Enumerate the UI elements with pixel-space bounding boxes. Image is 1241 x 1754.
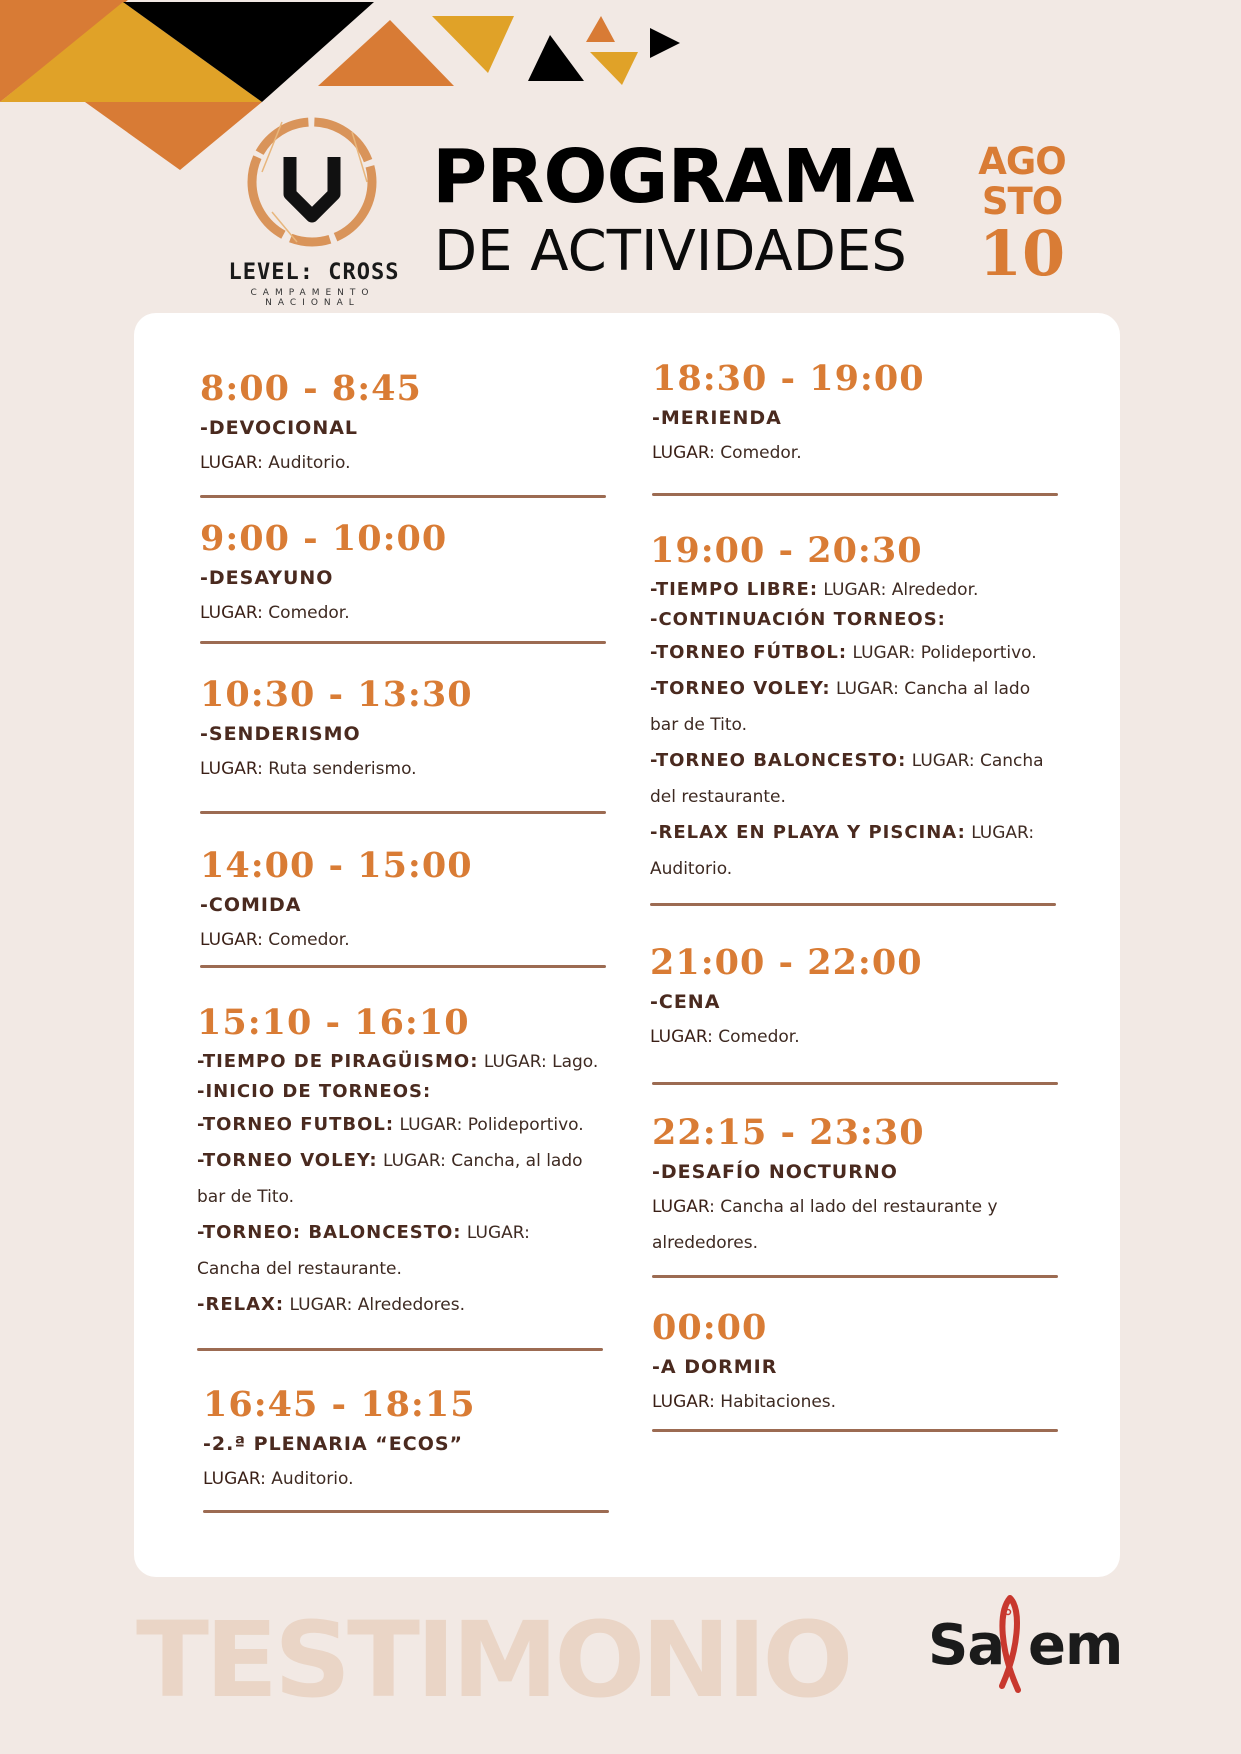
place-label: LUGAR: <box>652 1392 715 1412</box>
line-title: -TORNEO VOLEY: <box>650 678 831 699</box>
line-title: -RELAX EN PLAYA Y PISCINA: <box>650 822 966 843</box>
divider <box>197 1348 603 1351</box>
date-day: 10 <box>978 217 1066 290</box>
entry-line <box>650 743 1090 779</box>
place-label: LUGAR: <box>200 453 263 473</box>
line-text: LUGAR: <box>971 823 1035 843</box>
v-circle-logo-icon <box>242 112 382 252</box>
place-value: Cancha al lado del restaurante y <box>720 1197 998 1217</box>
entry-line <box>650 707 1090 743</box>
divider <box>652 1275 1058 1278</box>
entry-time: 19:00 - 20:30 <box>650 530 923 571</box>
entry-place <box>650 1025 1070 1049</box>
schedule-entry <box>650 943 1070 1049</box>
entry-place <box>200 757 620 781</box>
schedule-entry <box>200 675 620 781</box>
entry-line <box>650 605 1090 635</box>
divider <box>652 493 1058 496</box>
entry-place <box>200 928 620 952</box>
line-text: Auditorio. <box>650 859 733 879</box>
entry-time: 9:00 - 10:00 <box>200 518 448 559</box>
line-text: Cancha del restaurante. <box>197 1259 402 1279</box>
line-title: -TORNEO FUTBOL: <box>197 1114 395 1135</box>
entry-line <box>650 779 1090 815</box>
schedule-entry <box>652 1113 1072 1261</box>
entry-line <box>197 1215 617 1251</box>
entry-line <box>197 1179 617 1215</box>
schedule-entry <box>652 1308 1072 1414</box>
line-text: bar de Tito. <box>650 715 748 735</box>
entry-place <box>203 1467 623 1491</box>
line-text: bar de Tito. <box>197 1187 295 1207</box>
line-title: -TORNEO BALONCESTO: <box>650 750 907 771</box>
line-text: LUGAR: Cancha al lado <box>835 679 1031 699</box>
entry-time: 21:00 - 22:00 <box>650 942 923 983</box>
line-title: -TORNEO FÚTBOL: <box>650 642 848 663</box>
triangle-black-play <box>650 28 680 58</box>
divider <box>652 1429 1058 1432</box>
entry-lines <box>650 575 1090 887</box>
place-label: LUGAR: <box>203 1469 266 1489</box>
entry-activity: -COMIDA <box>200 894 302 916</box>
entry-line <box>650 575 1090 605</box>
schedule-entry <box>197 1003 617 1323</box>
place-value: Auditorio. <box>271 1469 354 1489</box>
line-title: -INICIO DE TORNEOS: <box>197 1081 432 1102</box>
salem-text-left: Sa <box>928 1613 1005 1678</box>
divider <box>650 903 1056 906</box>
salem-logo <box>928 1590 1123 1700</box>
place-label: LUGAR: <box>652 443 715 463</box>
entry-time: 00:00 <box>652 1307 768 1348</box>
place-value: Ruta senderismo. <box>268 759 417 779</box>
entry-activity: -SENDERISMO <box>200 723 361 745</box>
entry-line <box>197 1287 617 1323</box>
triangle-black-small <box>528 35 584 81</box>
line-title: -TIEMPO LIBRE: <box>650 579 819 600</box>
line-title: -TIEMPO DE PIRAGÜISMO: <box>197 1051 479 1072</box>
entry-time: 18:30 - 19:00 <box>652 358 925 399</box>
line-text: LUGAR: Lago. <box>483 1052 599 1072</box>
divider <box>652 1082 1058 1085</box>
entry-time: 8:00 - 8:45 <box>200 368 422 409</box>
entry-activity: -CENA <box>650 991 721 1013</box>
date-badge <box>972 140 1072 290</box>
place-value: Comedor. <box>720 443 802 463</box>
entry-activity: -MERIENDA <box>652 407 782 429</box>
level-cross-logo <box>200 108 425 308</box>
line-title: -TORNEO VOLEY: <box>197 1150 378 1171</box>
triangle-gold-small <box>590 52 638 85</box>
entry-lines <box>197 1047 617 1323</box>
entry-time: 15:10 - 16:10 <box>197 1002 470 1043</box>
page-subtitle: DE ACTIVIDADES <box>434 219 907 284</box>
place-label: LUGAR: <box>200 603 263 623</box>
line-text: LUGAR: Alrededores. <box>289 1295 466 1315</box>
schedule-entry <box>200 519 620 625</box>
entry-place <box>652 441 1072 465</box>
testimonio-watermark: TESTIMONIO <box>136 1599 850 1721</box>
place-value: Comedor. <box>718 1027 800 1047</box>
line-title: -TORNEO: BALONCESTO: <box>197 1222 462 1243</box>
place-label: LUGAR: <box>652 1197 715 1217</box>
divider <box>203 1510 609 1513</box>
entry-line <box>650 635 1090 671</box>
line-text: LUGAR: Polideportivo. <box>399 1115 584 1135</box>
line-text: LUGAR: Polideportivo. <box>852 643 1037 663</box>
date-month-line2: STO <box>981 180 1063 223</box>
entry-activity: -2.ª PLENARIA “ECOS” <box>203 1433 464 1455</box>
place-label: LUGAR: <box>200 759 263 779</box>
line-title: -RELAX: <box>197 1294 285 1315</box>
entry-line <box>197 1047 617 1077</box>
red-ribbon-fish-icon <box>988 1590 1028 1700</box>
date-month-line1: AGO <box>978 140 1066 183</box>
schedule-entry <box>652 359 1072 465</box>
place-value: Habitaciones. <box>720 1392 837 1412</box>
entry-line <box>197 1251 617 1287</box>
divider <box>200 965 606 968</box>
place-value: Auditorio. <box>268 453 351 473</box>
line-text: del restaurante. <box>650 787 786 807</box>
entry-line <box>197 1107 617 1143</box>
divider <box>200 811 606 814</box>
line-text: LUGAR: Alrededor. <box>823 580 979 600</box>
logo-name: LEVEL: CROSS <box>228 260 400 285</box>
entry-place <box>200 451 620 475</box>
line-text: LUGAR: Cancha, al lado <box>382 1151 583 1171</box>
entry-activity: -DESAFÍO NOCTURNO <box>652 1161 898 1183</box>
entry-line <box>197 1143 617 1179</box>
place-value: Comedor. <box>268 603 350 623</box>
place-value-cont: alrededores. <box>652 1233 758 1253</box>
schedule-entry <box>200 846 620 952</box>
entry-time: 22:15 - 23:30 <box>652 1112 925 1153</box>
schedule-entry <box>203 1385 623 1491</box>
salem-text-right: em <box>1028 1613 1123 1678</box>
entry-line <box>650 671 1090 707</box>
schedule-entry <box>650 531 1090 887</box>
schedule-card <box>134 313 1120 1577</box>
entry-line <box>650 815 1090 851</box>
line-text: LUGAR: <box>466 1223 530 1243</box>
entry-activity: -DEVOCIONAL <box>200 417 359 439</box>
entry-line <box>650 851 1090 887</box>
place-value: Comedor. <box>268 930 350 950</box>
entry-time: 14:00 - 15:00 <box>200 845 473 886</box>
entry-activity: -DESAYUNO <box>200 567 334 589</box>
divider <box>200 495 606 498</box>
entry-activity: -A DORMIR <box>652 1356 778 1378</box>
entry-place <box>652 1390 1072 1414</box>
place-label: LUGAR: <box>200 930 263 950</box>
triangle-orange-small <box>586 16 615 42</box>
entry-time: 10:30 - 13:30 <box>200 674 473 715</box>
schedule-entry <box>200 369 620 475</box>
divider <box>200 641 606 644</box>
entry-place <box>652 1189 1072 1261</box>
logo-subtitle: CAMPAMENTO NACIONAL <box>250 288 375 308</box>
triangle-gold-down <box>432 16 514 73</box>
entry-time: 16:45 - 18:15 <box>203 1384 476 1425</box>
page-title: PROGRAMA <box>432 134 914 220</box>
entry-line <box>197 1077 617 1107</box>
place-label: LUGAR: <box>650 1027 713 1047</box>
line-title: -CONTINUACIÓN TORNEOS: <box>650 609 946 630</box>
line-text: LUGAR: Cancha <box>911 751 1044 771</box>
entry-place <box>200 601 620 625</box>
